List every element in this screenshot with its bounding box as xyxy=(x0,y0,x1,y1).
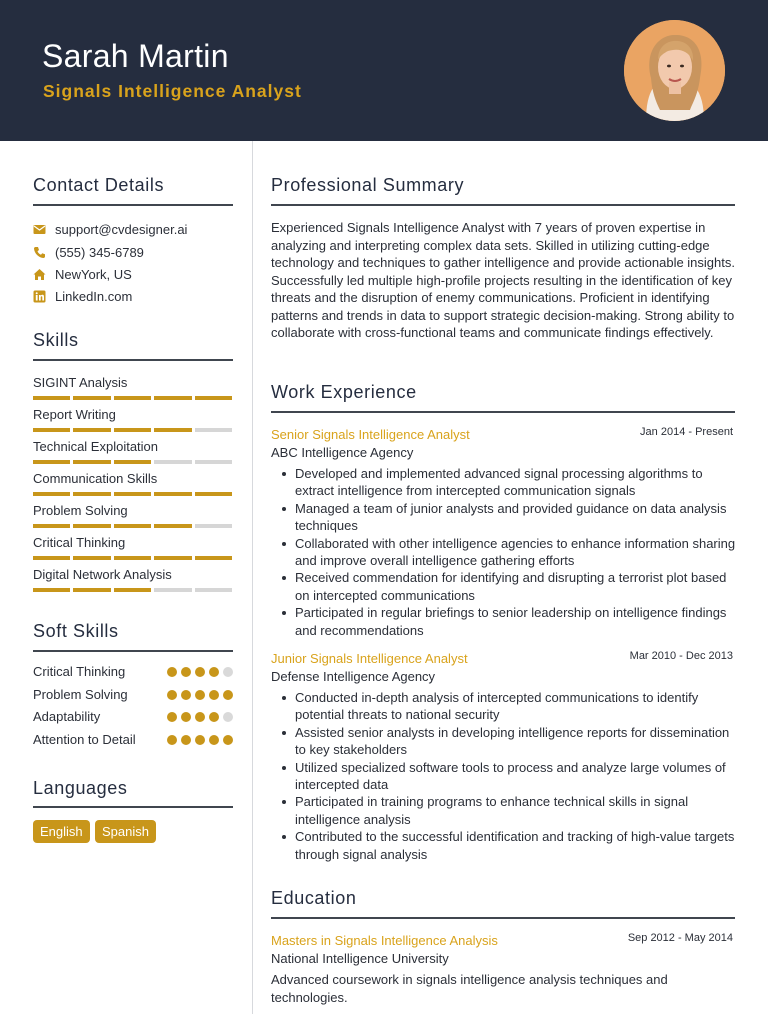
experience-heading-rule xyxy=(271,411,735,413)
skill-level-segment xyxy=(73,492,110,496)
job-2-dates: Mar 2010 - Dec 2013 xyxy=(629,650,733,662)
languages-heading-rule xyxy=(33,806,233,808)
skill-level-segment xyxy=(73,396,110,400)
soft-skill-name: Problem Solving xyxy=(33,686,128,702)
skill-name: Digital Network Analysis xyxy=(33,567,172,582)
column-divider xyxy=(252,141,253,1014)
skill-level-segment xyxy=(195,460,232,464)
soft-skills-heading: Soft Skills xyxy=(33,621,119,641)
list-item: Developed and implemented advanced signal processing algorithms to extract intelligence from intercepted communication signals xyxy=(271,465,737,500)
experience-heading: Work Experience xyxy=(271,382,417,402)
skill-level-segment xyxy=(195,492,232,496)
soft-skill-name: Adaptability xyxy=(33,709,101,724)
skill-level-segment xyxy=(195,524,232,528)
list-item: Participated in training programs to enhance technical skills in signal intelligence analysis xyxy=(271,793,737,828)
skill-level-bar xyxy=(33,587,232,592)
summary-heading-rule xyxy=(271,204,735,206)
contact-phone[interactable] xyxy=(33,242,144,262)
rating-dot xyxy=(167,735,177,745)
profile-photo xyxy=(624,20,725,121)
skill-level-segment xyxy=(154,460,191,464)
skill-level-segment xyxy=(114,460,151,464)
job-1-bullets xyxy=(271,465,737,639)
skill-level-segment xyxy=(33,588,70,592)
home-icon xyxy=(33,268,46,281)
education-dates: Sep 2012 - May 2014 xyxy=(627,932,733,944)
skill-level-segment xyxy=(154,556,191,560)
education-heading: Education xyxy=(271,888,357,908)
skill-level-bar xyxy=(33,395,232,400)
header-banner xyxy=(0,0,768,141)
phone-icon xyxy=(33,246,46,259)
contact-phone-text: (555) 345-6789 xyxy=(55,244,144,260)
soft-skill-rating xyxy=(167,712,233,722)
summary-heading: Professional Summary xyxy=(271,175,465,195)
skill-level-bar xyxy=(33,491,232,496)
soft-skill-name: Critical Thinking xyxy=(33,664,126,679)
language-badge: Spanish xyxy=(95,820,156,843)
contact-heading: Contact Details xyxy=(33,175,165,195)
rating-dot xyxy=(223,712,233,722)
skill-level-segment xyxy=(33,524,70,528)
contact-location xyxy=(33,264,132,284)
list-item: Participated in regular briefings to senior leadership on intelligence findings and recommendations xyxy=(271,604,737,639)
skill-level-bar xyxy=(33,427,232,432)
rating-dot xyxy=(209,690,219,700)
skill-level-bar xyxy=(33,459,232,464)
skill-level-segment xyxy=(154,492,191,496)
skill-level-bar xyxy=(33,523,232,528)
rating-dot xyxy=(181,667,191,677)
skill-level-segment xyxy=(33,396,70,400)
rating-dot xyxy=(223,735,233,745)
contact-linkedin[interactable] xyxy=(33,286,132,306)
skills-heading-rule xyxy=(33,359,233,361)
skill-level-segment xyxy=(33,460,70,464)
skill-name: Problem Solving xyxy=(33,503,128,518)
rating-dot xyxy=(195,735,205,745)
list-item: Managed a team of junior analysts and provided guidance on data analysis techniques xyxy=(271,500,737,535)
skill-level-segment xyxy=(73,460,110,464)
list-item: Received commendation for identifying and disrupting a terrorist plot based on intercepted communications xyxy=(271,569,737,604)
job-1-title: Senior Signals Intelligence Analyst xyxy=(271,427,470,442)
skill-level-segment xyxy=(195,428,232,432)
job-1-dates: Jan 2014 - Present xyxy=(640,426,733,438)
job-2-title: Junior Signals Intelligence Analyst xyxy=(271,651,468,666)
skill-level-segment xyxy=(114,588,151,592)
skill-level-segment xyxy=(114,556,151,560)
profile-photo-image xyxy=(624,20,725,121)
skill-level-segment xyxy=(114,492,151,496)
skill-name: Critical Thinking xyxy=(33,535,126,550)
rating-dot xyxy=(181,690,191,700)
rating-dot xyxy=(223,667,233,677)
list-item: Assisted senior analysts in developing intelligence reports for dissemination to key stakeholders xyxy=(271,724,737,759)
soft-skill-row xyxy=(33,686,233,704)
rating-dot xyxy=(223,690,233,700)
soft-skill-rating xyxy=(167,667,233,677)
skills-heading: Skills xyxy=(33,330,79,350)
languages-heading: Languages xyxy=(33,778,128,798)
skill-level-segment xyxy=(73,556,110,560)
rating-dot xyxy=(181,735,191,745)
contact-email[interactable] xyxy=(33,219,187,239)
education-degree: Masters in Signals Intelligence Analysis xyxy=(271,933,498,948)
skill-level-segment xyxy=(114,396,151,400)
job-title: Signals Intelligence Analyst xyxy=(43,81,302,101)
rating-dot xyxy=(167,667,177,677)
contact-linkedin-text: LinkedIn.com xyxy=(55,288,133,304)
soft-skill-row xyxy=(33,708,233,726)
summary-text: Experienced Signals Intelligence Analyst with 7 years of proven expertise in analyzing and interpreting complex data sets. Skilled in utilizing cutting-edge technology and techniques to gather intelligence and provide actionable insights. Successfully led multiple high-profile projects resulting in the identification of key threats and the disruption of enemy communications. Proficient in identifying patterns and trends in data to support strategic decision-making. Strong ability to collaborate with cross-functional teams and communicate findings effectively. xyxy=(271,220,735,340)
soft-skill-row xyxy=(33,731,233,749)
skill-level-segment xyxy=(114,428,151,432)
skill-level-segment xyxy=(73,428,110,432)
soft-skill-name: Attention to Detail xyxy=(33,731,136,747)
soft-skill-row xyxy=(33,663,233,681)
skill-level-segment xyxy=(154,428,191,432)
rating-dot xyxy=(195,690,205,700)
contact-email-text: support@cvdesigner.ai xyxy=(55,221,188,237)
list-item: Collaborated with other intelligence agencies to enhance information sharing and improve overall intelligence gathering efforts xyxy=(271,535,737,570)
skill-level-segment xyxy=(195,556,232,560)
rating-dot xyxy=(209,735,219,745)
skill-level-segment xyxy=(73,524,110,528)
list-item: Conducted in-depth analysis of intercepted communications to identify potential threats to national security xyxy=(271,689,737,724)
rating-dot xyxy=(167,690,177,700)
skill-name: Report Writing xyxy=(33,407,116,422)
skill-level-segment xyxy=(195,588,232,592)
linkedin-icon xyxy=(33,290,46,303)
skill-level-segment xyxy=(114,524,151,528)
education-description: Advanced coursework in signals intelligence analysis techniques and technologies. xyxy=(271,972,668,1005)
candidate-name: Sarah Martin xyxy=(42,38,229,74)
job-2-company: Defense Intelligence Agency xyxy=(271,669,436,684)
skill-name: Technical Exploitation xyxy=(33,439,159,454)
list-item: Contributed to the successful identification and tracking of high-value targets through signal analysis xyxy=(271,828,737,863)
contact-location-text: NewYork, US xyxy=(55,266,132,282)
skill-level-segment xyxy=(154,396,191,400)
rating-dot xyxy=(195,667,205,677)
contact-heading-rule xyxy=(33,204,233,206)
rating-dot xyxy=(209,667,219,677)
soft-skills-heading-rule xyxy=(33,650,233,652)
skill-level-segment xyxy=(73,588,110,592)
rating-dot xyxy=(181,712,191,722)
skill-level-segment xyxy=(33,428,70,432)
education-school: National Intelligence University xyxy=(271,951,449,966)
soft-skill-rating xyxy=(167,690,233,700)
soft-skill-rating xyxy=(167,735,233,745)
job-1-company: ABC Intelligence Agency xyxy=(271,445,414,460)
rating-dot xyxy=(167,712,177,722)
skill-level-segment xyxy=(195,396,232,400)
skill-name: SIGINT Analysis xyxy=(33,375,128,390)
skill-level-segment xyxy=(33,492,70,496)
education-heading-rule xyxy=(271,917,735,919)
rating-dot xyxy=(195,712,205,722)
skill-level-segment xyxy=(154,524,191,528)
list-item: Utilized specialized software tools to process and analyze large volumes of intercepted data xyxy=(271,759,737,794)
envelope-icon xyxy=(33,223,46,236)
skill-level-segment xyxy=(154,588,191,592)
skill-level-segment xyxy=(33,556,70,560)
skill-level-bar xyxy=(33,555,232,560)
job-2-bullets xyxy=(271,689,737,863)
rating-dot xyxy=(209,712,219,722)
skill-name: Communication Skills xyxy=(33,471,158,486)
language-badge: English xyxy=(33,820,90,843)
